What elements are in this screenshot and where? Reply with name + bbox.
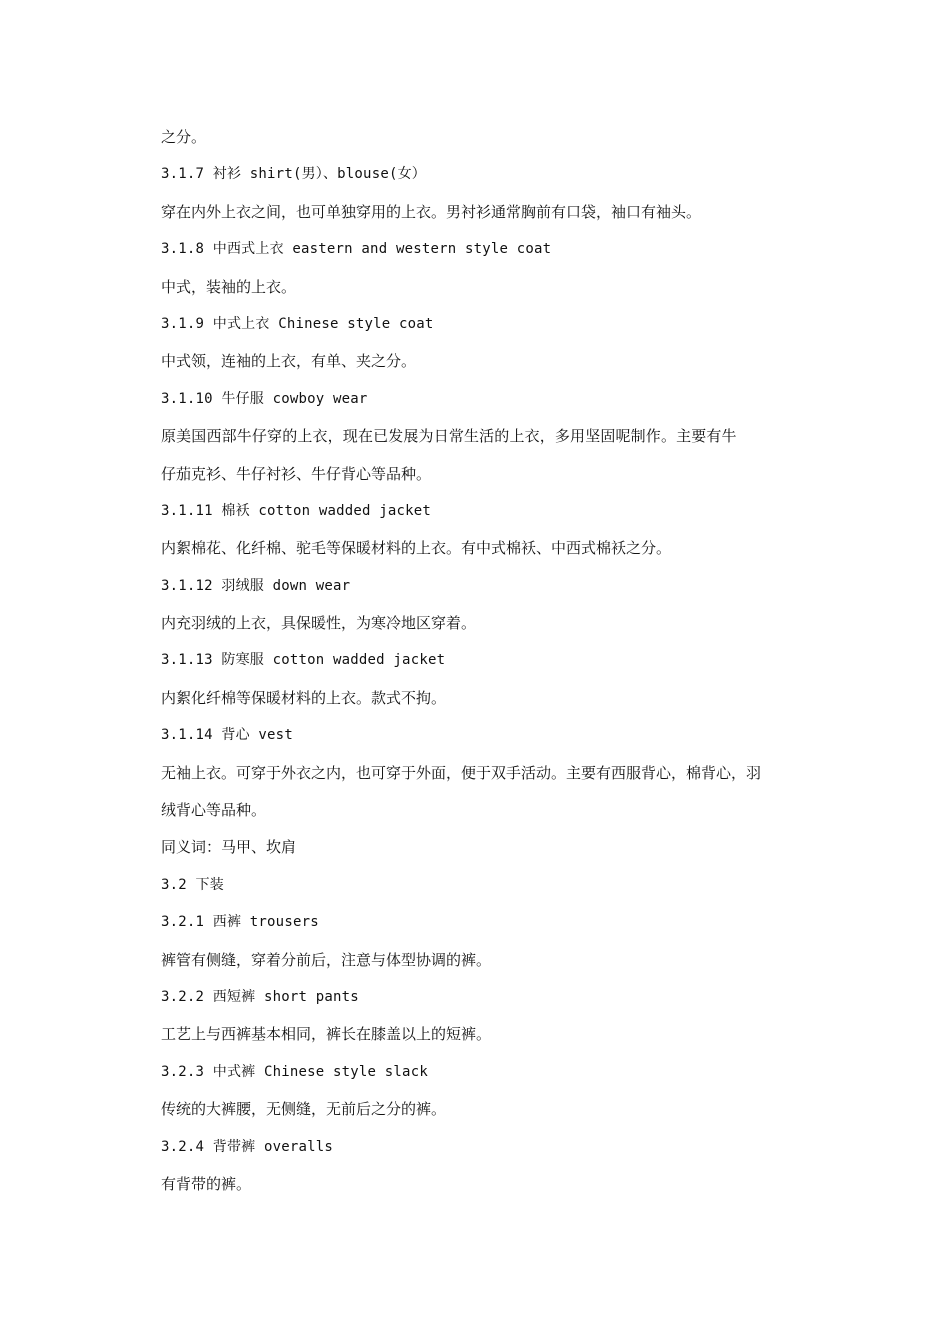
- text-line: 有背带的裤。: [161, 1174, 252, 1193]
- text-line: 穿在内外上衣之间，也可单独穿用的上衣。男衬衫通常胸前有口袋，袖口有袖头。: [161, 202, 702, 221]
- text-line: 裤管有侧缝，穿着分前后，注意与体型协调的裤。: [161, 950, 492, 969]
- section-heading: 3.1.7 衬衫 shirt(男）、blouse(女）: [161, 166, 426, 183]
- text-line: 无袖上衣。可穿于外衣之内，也可穿于外面，便于双手活动。主要有西服背心，棉背心，羽: [161, 763, 762, 782]
- section-heading: 3.2 下装: [161, 876, 224, 893]
- text-line: 传统的大裤腰，无侧缝，无前后之分的裤。: [161, 1100, 447, 1119]
- section-heading: 3.2.2 西短裤 short pants: [161, 988, 359, 1005]
- text-line: 工艺上与西裤基本相同，裤长在膝盖以上的短裤。: [161, 1025, 492, 1044]
- text-line: 内絮棉花、化纤棉、驼毛等保暖材料的上衣。有中式棉袄、中西式棉袄之分。: [161, 539, 672, 558]
- section-heading: 3.1.12 羽绒服 down wear: [161, 577, 351, 594]
- text-line: 中式领，连袖的上衣，有单、夹之分。: [161, 352, 417, 371]
- section-heading: 3.1.11 棉袄 cotton wadded jacket: [161, 502, 432, 519]
- text-line: 之分。: [161, 128, 207, 146]
- section-heading: 3.1.10 牛仔服 cowboy wear: [161, 390, 368, 407]
- section-heading: 3.2.1 西裤 trousers: [161, 914, 319, 931]
- section-heading: 3.1.14 背心 vest: [161, 727, 293, 744]
- text-line: 仔茄克衫、牛仔衬衫、牛仔背心等品种。: [161, 464, 432, 483]
- text-line: 绒背心等品种。: [161, 801, 267, 820]
- section-heading: 3.1.9 中式上衣 Chinese style coat: [161, 315, 434, 332]
- text-line: 中式，装袖的上衣。: [161, 277, 297, 296]
- section-heading: 3.2.4 背带裤 overalls: [161, 1138, 334, 1155]
- text-line: 原美国西部牛仔穿的上衣，现在已发展为日常生活的上衣，多用坚固呢制作。主要有牛: [161, 427, 737, 446]
- section-heading: 3.2.3 中式裤 Chinese style slack: [161, 1063, 428, 1080]
- section-heading: 3.1.13 防寒服 cotton wadded jacket: [161, 652, 446, 669]
- text-line: 内絮化纤棉等保暖材料的上衣。款式不拘。: [161, 688, 447, 707]
- text-line: 同义词：马甲、坎肩: [161, 838, 297, 857]
- text-line: 内充羽绒的上衣，具保暖性，为寒冷地区穿着。: [161, 614, 477, 633]
- section-heading: 3.1.8 中西式上衣 eastern and western style coat: [161, 241, 552, 258]
- document-body: [161, 124, 801, 1208]
